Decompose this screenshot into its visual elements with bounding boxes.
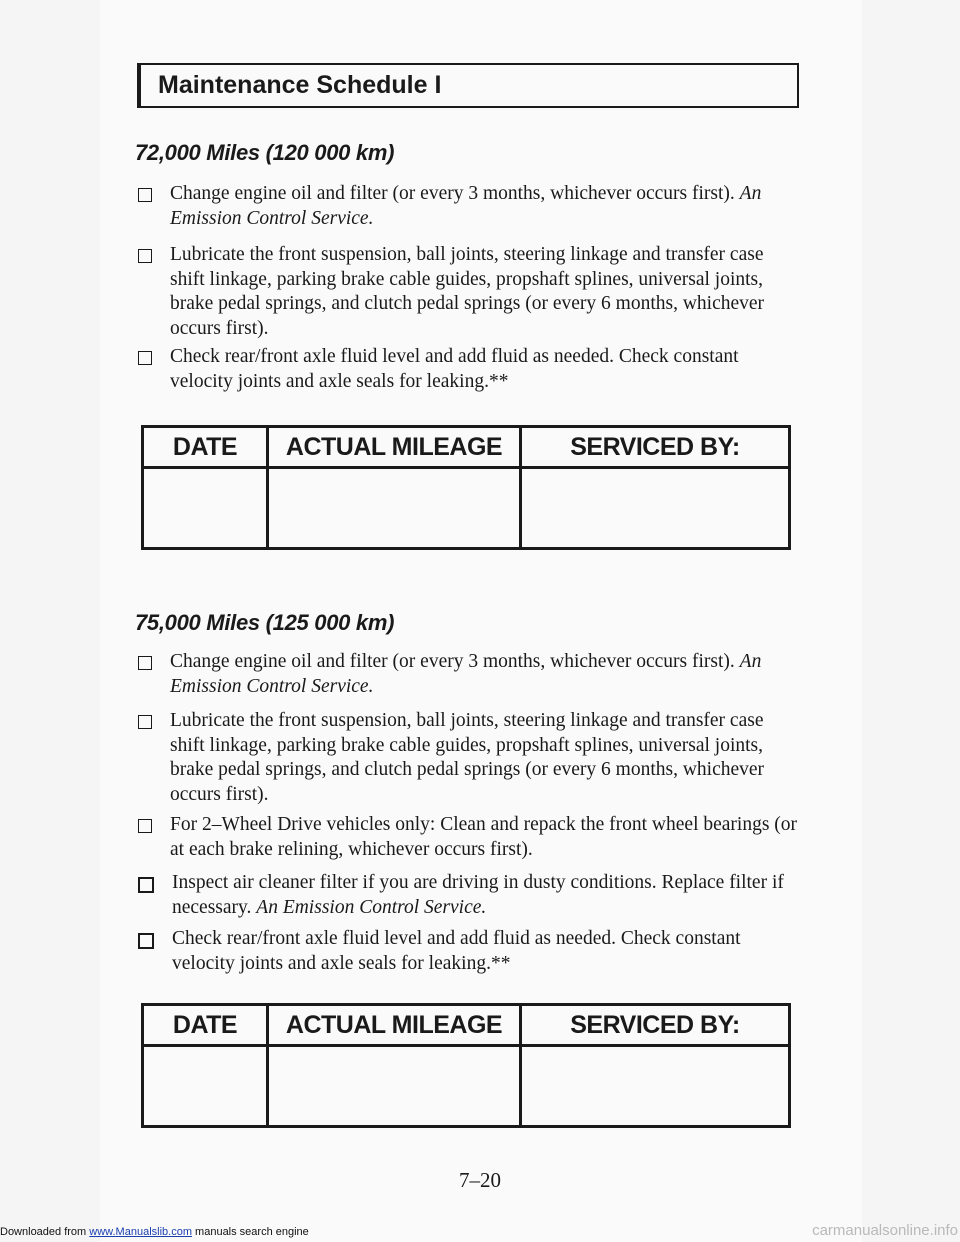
item-text: Change engine oil and filter (or every 3 months, whichever occurs first).: [170, 651, 735, 672]
checklist-item: [138, 813, 798, 862]
checklist-item: [138, 927, 798, 976]
manualslib-link[interactable]: www.Manualslib.com: [89, 1226, 192, 1238]
table-header: [144, 428, 788, 469]
item-text: Change engine oil and filter (or every 3 months, whichever occurs first).: [170, 183, 735, 204]
item-text: Check rear/front axle fluid level and add fluid as needed. Check constant velocity joints and axle seals for leaking.**: [170, 346, 739, 392]
checkbox-icon[interactable]: [138, 351, 152, 365]
checkbox-icon[interactable]: [138, 877, 154, 893]
date-header: DATE: [172, 1010, 238, 1039]
checkbox-icon[interactable]: [138, 249, 152, 263]
footer-suffix: manuals search engine: [195, 1226, 309, 1238]
table-header: [144, 1006, 788, 1047]
checkbox-icon[interactable]: [138, 188, 152, 202]
download-footer: [0, 1226, 309, 1238]
checklist-item: [138, 345, 798, 394]
page-number: 7–20: [459, 1168, 501, 1192]
column-divider: [266, 1006, 269, 1125]
item-text: Lubricate the front suspension, ball joints, steering linkage and transfer case shift linkage, parking brake cable guides, propshaft splines, universal joints, brake pedal springs, and clutch pedal springs (or every 6 months, whichever occurs first).: [170, 244, 765, 339]
mileage-header: ACTUAL MILEAGE: [285, 1010, 503, 1039]
item-text: Lubricate the front suspension, ball joints, steering linkage and transfer case shift linkage, parking brake cable guides, propshaft splines, universal joints, brake pedal springs, and clutch pedal springs (or every 6 months, whichever occurs first).: [170, 710, 765, 805]
checkbox-icon[interactable]: [138, 656, 152, 670]
service-record-table: [141, 425, 791, 550]
checklist-item: [138, 650, 798, 699]
item-note: An Emission Control Service.: [170, 651, 762, 697]
column-divider: [519, 1006, 522, 1125]
item-text: Inspect air cleaner filter if you are driving in dusty conditions. Replace filter if necessary.: [172, 872, 784, 918]
item-text: For 2–Wheel Drive vehicles only: Clean and repack the front wheel bearings (or at each brake relining, whichever occurs first).: [170, 814, 798, 860]
mileage-header: ACTUAL MILEAGE: [285, 432, 503, 461]
checklist-item: [138, 709, 798, 807]
checklist-item: [138, 182, 798, 231]
checklist-item: [138, 243, 798, 341]
checkbox-icon[interactable]: [138, 715, 152, 729]
watermark: carmanualsonline.info: [812, 1222, 958, 1239]
checkbox-icon[interactable]: [138, 933, 154, 949]
section-title-72000: 72,000 Miles (120 000 km): [135, 140, 395, 165]
column-divider: [266, 428, 269, 547]
page-title: Maintenance Schedule I: [158, 71, 442, 99]
column-divider: [519, 428, 522, 547]
item-note: An Emission Control Service.: [256, 896, 487, 918]
serviced-by-header: SERVICED BY:: [570, 1010, 740, 1039]
serviced-by-header: SERVICED BY:: [570, 432, 740, 461]
item-note: An Emission Control Service.: [170, 183, 762, 229]
checklist-item: [138, 871, 798, 920]
section-title-75000: 75,000 Miles (125 000 km): [135, 610, 395, 635]
date-header: DATE: [172, 432, 238, 461]
service-record-table: [141, 1003, 791, 1128]
checkbox-icon[interactable]: [138, 819, 152, 833]
page-header: [137, 63, 799, 108]
footer-prefix: Downloaded from: [0, 1226, 87, 1238]
item-text: Check rear/front axle fluid level and add fluid as needed. Check constant velocity joints and axle seals for leaking.**: [172, 928, 741, 974]
